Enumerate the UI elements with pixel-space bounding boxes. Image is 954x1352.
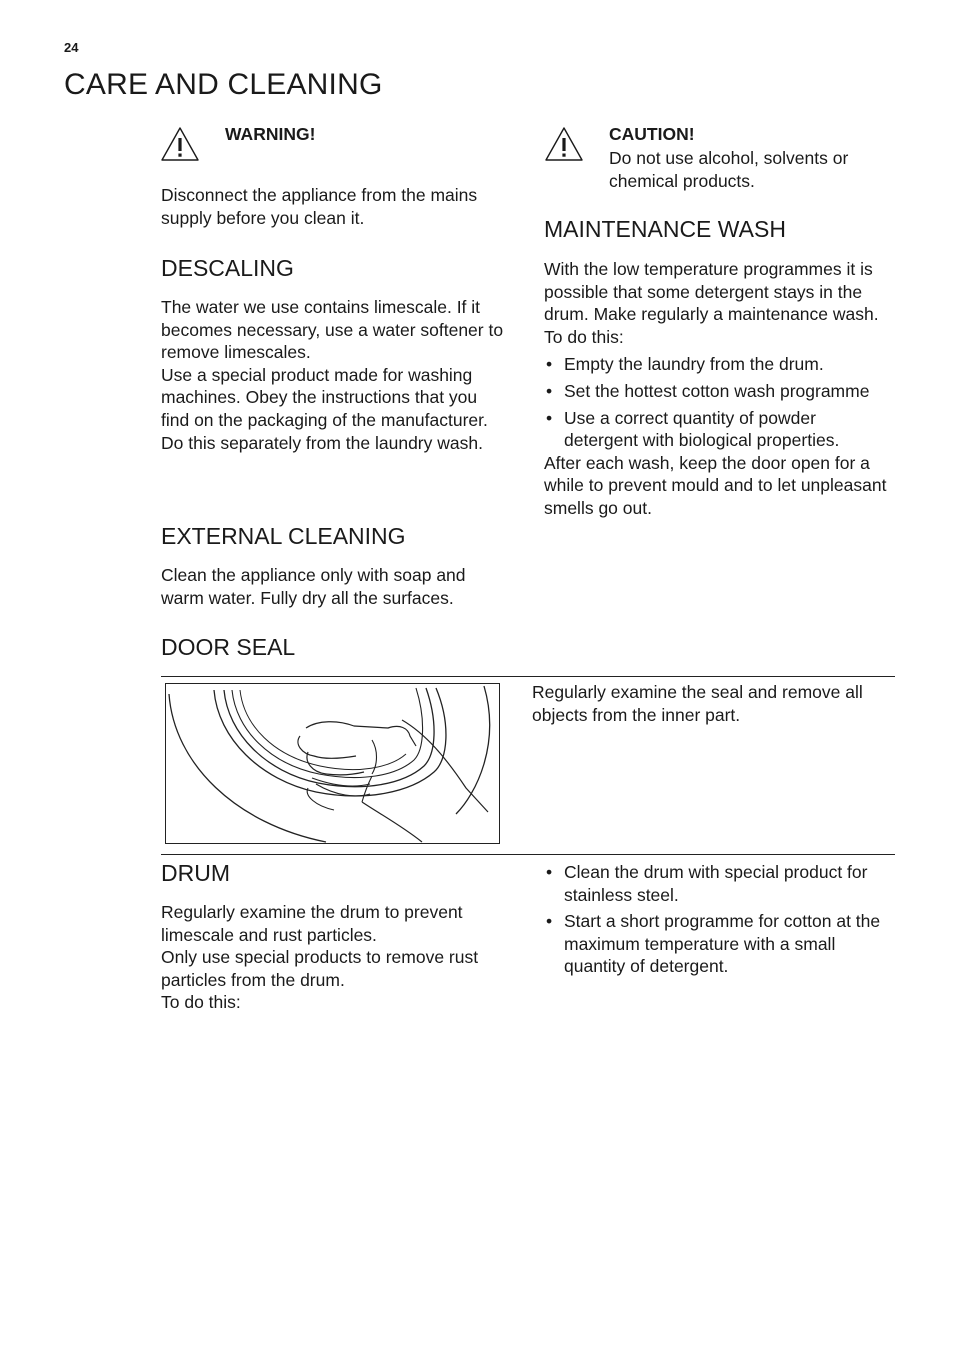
caution-text: Do not use alcohol, solvents or chemical products. (609, 148, 849, 191)
list-item: • Use a correct quantity of powder detergent with biological properties. (544, 407, 892, 452)
drum-body (161, 901, 511, 1014)
maintenance-wash-body (544, 258, 892, 520)
list-item: • Clean the drum with special product for stainless steel. (544, 861, 896, 906)
warning-text: Disconnect the appliance from the mains supply before you clean it. (161, 185, 478, 228)
descaling-paragraph: The water we use contains limescale. If it becomes necessary, use a water softener to remove limescales. (161, 297, 504, 363)
descaling-heading: DESCALING (161, 255, 294, 281)
drum-paragraph: To do this: (161, 992, 241, 1013)
drum-paragraph: Only use special products to remove rust particles from the drum. (161, 947, 479, 990)
warning-label: WARNING! (225, 124, 316, 144)
section-divider (161, 854, 895, 855)
maintenance-wash-list (544, 353, 892, 451)
list-item: • Set the hottest cotton wash programme (544, 380, 892, 403)
external-cleaning-text: Clean the appliance only with soap and warm water. Fully dry all the surfaces. (161, 565, 466, 608)
drum-heading: DRUM (161, 860, 230, 886)
descaling-paragraph: Use a special product made for washing machines. Obey the instructions that you find on the packaging of the manufacturer. (161, 364, 488, 430)
page-title: CARE AND CLEANING (64, 68, 383, 101)
door-seal-heading: DOOR SEAL (161, 634, 296, 660)
list-item: • Start a short programme for cotton at the maximum temperature with a small quantity of detergent. (544, 910, 896, 978)
maintenance-wash-heading: MAINTENANCE WASH (544, 216, 786, 242)
page-number: 24 (64, 40, 79, 55)
descaling-paragraph: Do this separately from the laundry wash. (161, 432, 483, 453)
door-seal-illustration (165, 683, 500, 844)
drum-paragraph: Regularly examine the drum to prevent limescale and rust particles. (161, 902, 463, 945)
drum-steps (544, 861, 896, 982)
maintenance-wash-intro: With the low temperature programmes it is possible that some detergent stays in the drum. Make regularly a maintenance wash. To do this: (544, 259, 879, 347)
warning-triangle-icon (160, 126, 200, 162)
door-seal-text: Regularly examine the seal and remove all objects from the inner part. (532, 682, 863, 725)
section-divider (161, 676, 895, 677)
warning-triangle-icon (544, 126, 584, 162)
drum-list (544, 861, 896, 978)
hand-cleaning-seal-image (166, 684, 499, 843)
caution-label: CAUTION! (609, 124, 695, 144)
list-item: • Empty the laundry from the drum. (544, 353, 892, 376)
external-cleaning-heading: EXTERNAL CLEANING (161, 523, 406, 549)
maintenance-wash-outro: After each wash, keep the door open for a while to prevent mould and to let unpleasant smells go out. (544, 452, 887, 518)
descaling-body (161, 296, 507, 454)
